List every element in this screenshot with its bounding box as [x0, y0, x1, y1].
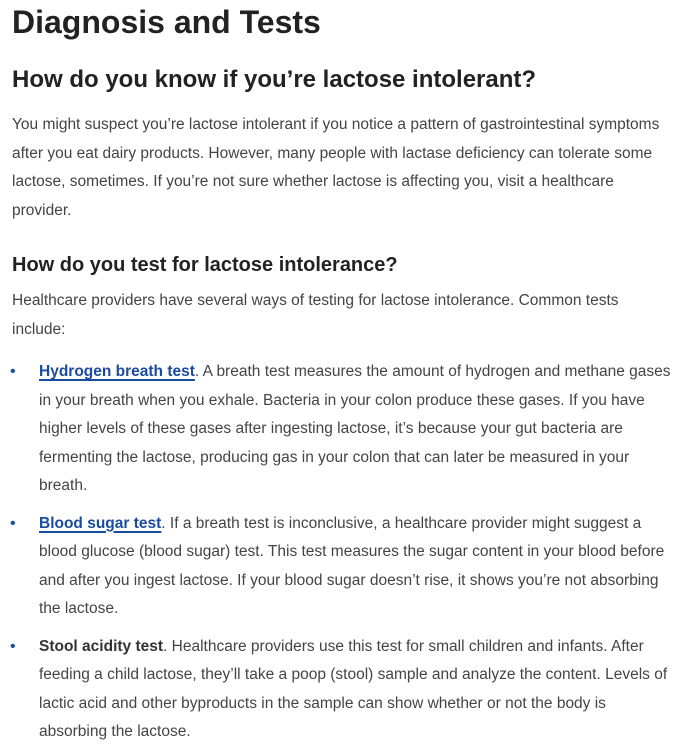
intro-paragraph: You might suspect you’re lactose intolerant if you notice a pattern of gastrointestinal symptoms after you eat dairy products. However, many people with lactase deficiency can tolerate some lactose, sometimes. If you’re not sure whether lactose is affecting you, visit a healthcare provider. [12, 116, 660, 219]
bullet-icon: • [10, 514, 16, 532]
list-item-text: . If a breath test is inconclusive, a healthcare provider might suggest a blood glucose (blood sugar) test. This test measures the sugar content in your blood before and after you ingest lactose. If your blood sugar doesn’t rise, it shows you’re not absorbing the lactose. [39, 514, 665, 617]
hydrogen-breath-test-link[interactable]: Hydrogen breath test [39, 363, 195, 380]
list-item-text: . A breath test measures the amount of hydrogen and methane gases in your breath when you exhale. Bacteria in your colon produce these gases. If you have higher levels of these gases after ingesting lactose, it’s because your gut bacteria are fermenting the lactose, producing gas in your colon that can later be measured in your breath. [39, 363, 671, 494]
blood-sugar-test-link[interactable]: Blood sugar test [39, 514, 162, 532]
stool-acidity-test-term: Stool acidity test [39, 637, 164, 655]
testing-paragraph: Healthcare providers have several ways of testing for lactose intolerance. Common tests include: [12, 292, 619, 338]
bullet-icon: • [10, 363, 16, 380]
tests-list [0, 358, 684, 747]
testing-heading: How do you test for lactose intolerance? [12, 254, 398, 276]
list-item-text: . Healthcare providers use this test for small children and infants. After feeding a child lactose, they’ll take a poop (stool) sample and analyze the content. Levels of lactic acid and other byproducts in the sample can show whether or not the body is absorbing the lactose. [39, 637, 668, 740]
list-item-blood-sugar-test [0, 510, 684, 624]
section-title: Diagnosis and Tests [12, 4, 321, 40]
bullet-icon: • [10, 637, 16, 655]
intro-heading: How do you know if you’re lactose intolerant? [12, 66, 537, 93]
list-item-stool-acidity-test [0, 633, 684, 747]
list-item-hydrogen-breath-test [0, 358, 684, 501]
